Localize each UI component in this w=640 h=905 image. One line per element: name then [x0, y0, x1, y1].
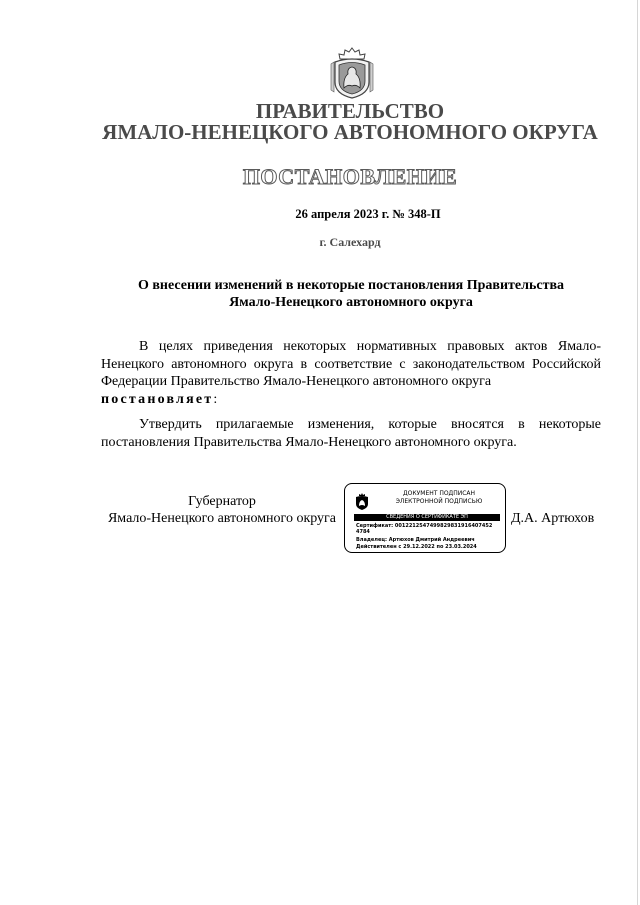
stamp-certificate-line1: Сертификат: 0012212547499829831916407452: [356, 523, 493, 529]
stamp-owner: Владелец: Артюхов Дмитрий Андреевич: [356, 537, 475, 543]
stamp-emblem-icon: [354, 492, 370, 511]
paragraph1-spaced-word: постановляет: [101, 391, 214, 407]
government-title-line2: ЯМАЛО-НЕНЕЦКОГО АВТОНОМНОГО ОКРУГА: [102, 120, 598, 144]
subject-line2: Ямало-Ненецкого автономного округа: [229, 295, 473, 310]
paragraph1-colon: :: [213, 391, 218, 407]
paragraph1-text: В целях приведения некоторых нормативных правовых актов Ямало-Ненецкого автономного округа в соответствие с законодательством Российской Федерации Правительство Ямало-Ненецкого автономного округа: [101, 339, 601, 389]
stamp-title-line2: ЭЛЕКТРОННОЙ ПОДПИСЬЮ: [395, 498, 483, 505]
body-paragraph-1: [101, 338, 601, 408]
decree-date-number: 26 апреля 2023 г. № 348-П: [295, 207, 441, 221]
decree-city: г. Салехард: [319, 235, 381, 249]
signatory-position-line2: Ямало-Ненецкого автономного округа: [107, 511, 337, 526]
signatory-name: Д.А. Артюхов: [511, 511, 595, 526]
stamp-validity: Действителен с 29.12.2022 по 23.03.2024: [356, 544, 477, 550]
stamp-title: [374, 490, 504, 506]
subject-line1: О внесении изменений в некоторые постановления Правительства: [137, 278, 565, 293]
electronic-signature-stamp: [344, 483, 506, 553]
decree-type-title: ПОСТАНОВЛЕНИЕ: [242, 164, 458, 189]
government-title-line1: ПРАВИТЕЛЬСТВО: [255, 99, 445, 123]
decree-subject: [101, 277, 601, 311]
body-paragraph-2: Утвердить прилагаемые изменения, которые вносятся в некоторые постановления Правительства Ямало-Ненецкого автономного округа.: [101, 417, 601, 450]
stamp-certificate-bar: СВЕДЕНИЯ О СЕРТИФИКАТЕ ЭП: [354, 514, 500, 521]
coat-of-arms-icon: [329, 46, 375, 100]
signatory-position: [101, 493, 343, 527]
stamp-certificate-line2: 4784: [356, 529, 370, 535]
stamp-title-line1: ДОКУМЕНТ ПОДПИСАН: [402, 490, 476, 497]
signatory-position-line1: Губернатор: [188, 494, 256, 509]
